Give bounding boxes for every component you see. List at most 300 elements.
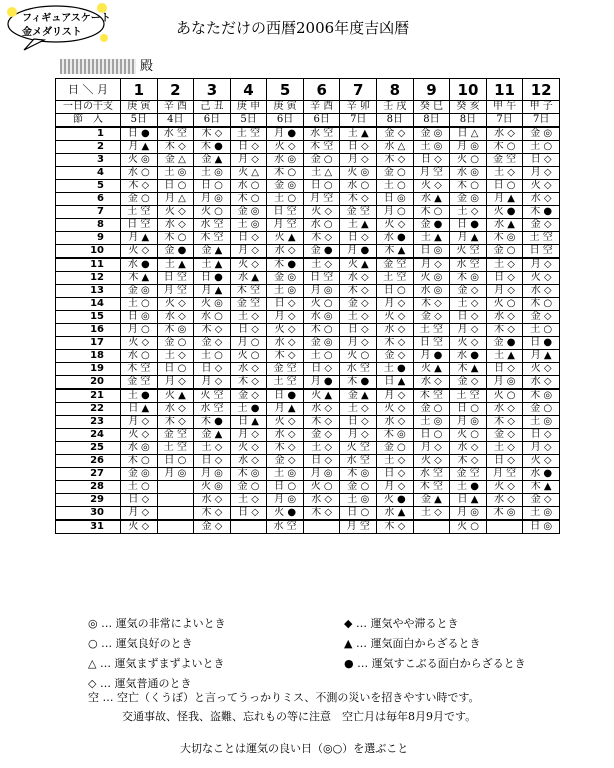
day-number: 4 bbox=[56, 167, 121, 180]
fortune-cell: 木 ◇ bbox=[340, 285, 377, 298]
fortune-cell: 水 ◇ bbox=[230, 363, 267, 376]
fortune-cell: 日 ○ bbox=[303, 180, 340, 193]
fortune-cell: 金 ◇ bbox=[523, 311, 560, 324]
fortune-cell: 木 ◇ bbox=[377, 520, 414, 534]
day-number: 23 bbox=[56, 416, 121, 429]
fortune-cell: 金 ○ bbox=[377, 167, 414, 180]
fortune-cell: 日 ◇ bbox=[413, 154, 450, 167]
fortune-cell: 木 ◎ bbox=[486, 507, 523, 521]
kanshi-cell: 辛 酉 bbox=[157, 101, 194, 114]
fortune-cell: 土 ▲ bbox=[194, 258, 231, 272]
day-row bbox=[56, 285, 560, 298]
setsunyu-cell: 7日 bbox=[486, 114, 523, 128]
fortune-cell: 土 ◇ bbox=[486, 258, 523, 272]
fortune-cell: 土 ● bbox=[121, 389, 158, 403]
fortune-cell: 火 ◇ bbox=[267, 324, 304, 337]
fortune-cell bbox=[303, 520, 340, 534]
kanshi-cell: 癸 巳 bbox=[413, 101, 450, 114]
fortune-cell: 火 ○ bbox=[303, 481, 340, 494]
month-header: 8 bbox=[377, 79, 414, 101]
fortune-cell: 水 ◇ bbox=[523, 193, 560, 206]
fortune-cell: 土 ◇ bbox=[230, 311, 267, 324]
fortune-cell: 月 ▲ bbox=[121, 141, 158, 154]
day-row bbox=[56, 127, 560, 141]
setsunyu-cell: 6日 bbox=[194, 114, 231, 128]
fortune-cell: 金 空 bbox=[230, 298, 267, 311]
fortune-cell: 水 ◇ bbox=[377, 416, 414, 429]
fortune-cell: 水 ○ bbox=[303, 219, 340, 232]
day-number: 11 bbox=[56, 258, 121, 272]
fortune-cell: 日 ○ bbox=[157, 363, 194, 376]
month-header: 5 bbox=[267, 79, 304, 101]
fortune-cell: 日 ▲ bbox=[121, 403, 158, 416]
setsunyu-cell: 8日 bbox=[450, 114, 487, 128]
fortune-cell bbox=[413, 520, 450, 534]
fortune-cell: 月 ▲ bbox=[267, 403, 304, 416]
fortune-cell: 水 空 bbox=[303, 127, 340, 141]
month-header: 6 bbox=[303, 79, 340, 101]
fortune-cell: 日 ● bbox=[450, 219, 487, 232]
day-number: 17 bbox=[56, 337, 121, 350]
fortune-cell: 木 ◇ bbox=[194, 507, 231, 521]
day-row bbox=[56, 481, 560, 494]
fortune-cell: 土 空 bbox=[230, 127, 267, 141]
fortune-cell: 土 ◎ bbox=[413, 416, 450, 429]
fortune-cell: 金 ◇ bbox=[523, 219, 560, 232]
fortune-cell: 月 ◇ bbox=[121, 416, 158, 429]
fortune-cell: 木 ▲ bbox=[121, 272, 158, 285]
fortune-cell: 水 ◇ bbox=[267, 429, 304, 442]
fortune-cell: 木 ● bbox=[523, 206, 560, 219]
fortune-cell: 水 ● bbox=[377, 232, 414, 245]
day-number: 10 bbox=[56, 245, 121, 259]
fortune-cell: 日 ● bbox=[121, 127, 158, 141]
fortune-cell: 土 ◇ bbox=[377, 455, 414, 468]
fortune-cell: 金 ◇ bbox=[377, 127, 414, 141]
fortune-cell: 火 ◇ bbox=[523, 455, 560, 468]
fortune-cell: 火 ◎ bbox=[121, 154, 158, 167]
setsunyu-cell: 7日 bbox=[340, 114, 377, 128]
fortune-cell: 金 ◇ bbox=[230, 389, 267, 403]
kuubo-line-2: 交通事故、怪我、盗難、忘れもの等に注意 空亡月は毎年8月9月です。 bbox=[122, 710, 477, 723]
fortune-cell: 金 ◇ bbox=[450, 285, 487, 298]
fortune-cell: 木 ◇ bbox=[303, 232, 340, 245]
fortune-cell: 日 ◇ bbox=[267, 298, 304, 311]
fortune-cell: 木 空 bbox=[194, 232, 231, 245]
fortune-cell: 土 空 bbox=[523, 232, 560, 245]
fortune-cell: 金 ▲ bbox=[340, 389, 377, 403]
fortune-cell: 金 ◇ bbox=[303, 429, 340, 442]
fortune-cell: 土 ◇ bbox=[303, 442, 340, 455]
fortune-cell: 日 ◇ bbox=[121, 494, 158, 507]
fortune-calendar-table bbox=[55, 78, 560, 534]
fortune-cell: 金 ◇ bbox=[340, 298, 377, 311]
fortune-cell: 土 空 bbox=[377, 272, 414, 285]
fortune-cell: 火 ◇ bbox=[267, 416, 304, 429]
day-number: 6 bbox=[56, 193, 121, 206]
kanshi-cell: 壬 戌 bbox=[377, 101, 414, 114]
fortune-cell: 木 空 bbox=[121, 363, 158, 376]
fortune-cell: 月 ◇ bbox=[377, 298, 414, 311]
legend-item: ◇ … 運気普通のとき bbox=[88, 677, 192, 690]
day-row bbox=[56, 311, 560, 324]
fortune-cell: 土 △ bbox=[303, 167, 340, 180]
fortune-cell: 火 ◇ bbox=[157, 206, 194, 219]
day-number: 5 bbox=[56, 180, 121, 193]
fortune-cell: 水 ◇ bbox=[230, 455, 267, 468]
fortune-cell: 土 ◇ bbox=[194, 442, 231, 455]
fortune-cell: 日 ● bbox=[194, 272, 231, 285]
fortune-cell: 火 ○ bbox=[450, 154, 487, 167]
fortune-cell: 火 ◎ bbox=[194, 481, 231, 494]
fortune-cell: 水 ▲ bbox=[413, 193, 450, 206]
fortune-cell: 火 空 bbox=[340, 442, 377, 455]
fortune-cell: 日 ◎ bbox=[121, 311, 158, 324]
day-row bbox=[56, 324, 560, 337]
kanshi-cell: 甲 子 bbox=[523, 101, 560, 114]
fortune-cell: 月 ◇ bbox=[413, 258, 450, 272]
fortune-cell: 日 ◇ bbox=[486, 455, 523, 468]
fortune-cell: 日 ○ bbox=[340, 507, 377, 521]
fortune-cell: 金 ○ bbox=[157, 337, 194, 350]
fortune-cell: 金 ▲ bbox=[194, 245, 231, 259]
fortune-cell: 土 ◇ bbox=[340, 311, 377, 324]
fortune-cell: 木 ◎ bbox=[340, 468, 377, 481]
fortune-cell: 金 ◎ bbox=[413, 127, 450, 141]
fortune-cell: 火 ○ bbox=[486, 389, 523, 403]
setsunyu-cell: 7日 bbox=[523, 114, 560, 128]
fortune-cell: 土 空 bbox=[121, 206, 158, 219]
legend-item: △ … 運気まずまずよいとき bbox=[88, 657, 225, 670]
fortune-cell: 月 ▲ bbox=[450, 232, 487, 245]
month-header: 9 bbox=[413, 79, 450, 101]
fortune-cell: 水 ◇ bbox=[157, 219, 194, 232]
month-header: 2 bbox=[157, 79, 194, 101]
fortune-cell: 水 ◇ bbox=[486, 127, 523, 141]
fortune-cell: 火 ◇ bbox=[121, 520, 158, 534]
kuubo-symbol: 空 bbox=[88, 691, 99, 704]
fortune-cell: 火 ◇ bbox=[230, 258, 267, 272]
fortune-cell: 火 空 bbox=[194, 389, 231, 403]
month-header-row bbox=[56, 79, 560, 101]
fortune-cell: 日 ◇ bbox=[303, 455, 340, 468]
fortune-cell: 火 ◇ bbox=[377, 219, 414, 232]
month-header: 11 bbox=[486, 79, 523, 101]
fortune-cell: 月 ▲ bbox=[194, 285, 231, 298]
fortune-cell: 木 ◇ bbox=[450, 455, 487, 468]
fortune-cell: 木 ◇ bbox=[157, 416, 194, 429]
day-number: 29 bbox=[56, 494, 121, 507]
kanshi-cell: 庚 寅 bbox=[121, 101, 158, 114]
fortune-cell: 火 ● bbox=[377, 494, 414, 507]
day-row bbox=[56, 167, 560, 180]
fortune-cell: 火 ◇ bbox=[267, 141, 304, 154]
fortune-cell: 日 ● bbox=[523, 337, 560, 350]
fortune-cell: 木 ◎ bbox=[486, 232, 523, 245]
day-number: 2 bbox=[56, 141, 121, 154]
fortune-cell: 月 ◇ bbox=[267, 311, 304, 324]
fortune-cell: 水 ◇ bbox=[303, 403, 340, 416]
month-header: 4 bbox=[230, 79, 267, 101]
day-number: 19 bbox=[56, 363, 121, 376]
fortune-cell bbox=[157, 520, 194, 534]
fortune-cell: 木 ▲ bbox=[450, 363, 487, 376]
fortune-cell: 木 ◎ bbox=[157, 324, 194, 337]
fortune-cell: 木 ◇ bbox=[340, 193, 377, 206]
fortune-cell: 日 ○ bbox=[194, 180, 231, 193]
fortune-cell: 水 空 bbox=[340, 455, 377, 468]
fortune-cell: 金 ● bbox=[303, 245, 340, 259]
fortune-cell: 土 ● bbox=[230, 403, 267, 416]
fortune-cell: 火 ◇ bbox=[450, 337, 487, 350]
fortune-cell: 木 ◇ bbox=[486, 416, 523, 429]
kanshi-cell: 甲 午 bbox=[486, 101, 523, 114]
fortune-cell: 月 ◇ bbox=[230, 245, 267, 259]
fortune-cell bbox=[157, 507, 194, 521]
fortune-cell: 土 ◇ bbox=[450, 298, 487, 311]
fortune-cell: 木 ● bbox=[194, 416, 231, 429]
fortune-cell: 土 ● bbox=[377, 363, 414, 376]
fortune-cell: 火 ◎ bbox=[194, 298, 231, 311]
fortune-cell: 木 ◇ bbox=[194, 324, 231, 337]
fortune-cell: 金 空 bbox=[121, 376, 158, 390]
fortune-cell: 月 ◎ bbox=[450, 141, 487, 154]
fortune-cell: 月 ○ bbox=[121, 324, 158, 337]
fortune-cell: 月 ◇ bbox=[523, 442, 560, 455]
fortune-cell: 金 ● bbox=[157, 245, 194, 259]
fortune-cell: 木 ◎ bbox=[377, 429, 414, 442]
fortune-cell: 月 空 bbox=[340, 520, 377, 534]
kanshi-cell: 辛 酉 bbox=[303, 101, 340, 114]
fortune-cell: 日 ◎ bbox=[523, 520, 560, 534]
month-header: 10 bbox=[450, 79, 487, 101]
day-number: 20 bbox=[56, 376, 121, 390]
fortune-cell: 月 ◇ bbox=[377, 389, 414, 403]
fortune-cell: 土 ◎ bbox=[230, 219, 267, 232]
fortune-cell: 水 ◇ bbox=[267, 245, 304, 259]
fortune-cell: 日 ◇ bbox=[340, 416, 377, 429]
fortune-cell: 水 ◇ bbox=[340, 272, 377, 285]
fortune-cell: 日 空 bbox=[523, 245, 560, 259]
fortune-cell: 日 ◇ bbox=[194, 455, 231, 468]
day-row bbox=[56, 468, 560, 481]
fortune-cell: 火 ○ bbox=[450, 429, 487, 442]
fortune-cell: 金 ◎ bbox=[303, 337, 340, 350]
fortune-cell: 月 空 bbox=[413, 167, 450, 180]
fortune-cell: 日 空 bbox=[303, 272, 340, 285]
fortune-cell: 月 ◇ bbox=[157, 376, 194, 390]
fortune-cell: 火 ◇ bbox=[377, 403, 414, 416]
fortune-cell: 木 ◇ bbox=[303, 507, 340, 521]
fortune-cell: 水 ○ bbox=[194, 311, 231, 324]
setsunyu-cell: 8日 bbox=[377, 114, 414, 128]
fortune-cell bbox=[157, 494, 194, 507]
day-number: 31 bbox=[56, 520, 121, 534]
kanshi-row bbox=[56, 101, 560, 114]
fortune-cell: 木 ◇ bbox=[377, 154, 414, 167]
fortune-cell: 火 ▲ bbox=[303, 389, 340, 403]
fortune-cell: 金 ○ bbox=[340, 481, 377, 494]
day-row bbox=[56, 403, 560, 416]
legend-item: ◆ … 運気やや滞るとき bbox=[344, 617, 459, 630]
fortune-cell: 火 △ bbox=[230, 167, 267, 180]
fortune-cell: 水 空 bbox=[267, 520, 304, 534]
day-row bbox=[56, 272, 560, 285]
day-number: 9 bbox=[56, 232, 121, 245]
fortune-cell: 水 ◎ bbox=[450, 167, 487, 180]
fortune-cell: 火 ▲ bbox=[340, 258, 377, 272]
fortune-cell: 土 ◎ bbox=[157, 167, 194, 180]
fortune-cell: 土 ◎ bbox=[340, 494, 377, 507]
setsunyu-cell: 8日 bbox=[413, 114, 450, 128]
fortune-cell: 土 ◎ bbox=[413, 141, 450, 154]
fortune-cell: 火 ◇ bbox=[121, 429, 158, 442]
fortune-cell: 日 ◇ bbox=[340, 141, 377, 154]
fortune-cell: 木 ○ bbox=[121, 455, 158, 468]
fortune-cell: 土 ◇ bbox=[450, 206, 487, 219]
fortune-cell: 水 空 bbox=[340, 363, 377, 376]
day-number: 18 bbox=[56, 350, 121, 363]
fortune-cell: 金 空 bbox=[267, 363, 304, 376]
fortune-cell: 水 空 bbox=[194, 219, 231, 232]
corner-label: 日 ＼ 月 bbox=[56, 79, 121, 101]
fortune-cell: 日 ○ bbox=[377, 285, 414, 298]
day-number: 14 bbox=[56, 298, 121, 311]
setsunyu-cell: 5日 bbox=[230, 114, 267, 128]
fortune-cell: 日 △ bbox=[450, 127, 487, 141]
fortune-cell: 木 ○ bbox=[523, 298, 560, 311]
fortune-cell: 月 ◇ bbox=[377, 481, 414, 494]
fortune-cell: 木 ◇ bbox=[230, 376, 267, 390]
fortune-cell: 金 ◎ bbox=[267, 272, 304, 285]
fortune-cell: 土 ○ bbox=[377, 180, 414, 193]
day-row bbox=[56, 350, 560, 363]
fortune-cell: 水 ◇ bbox=[523, 376, 560, 390]
fortune-cell: 日 ◇ bbox=[523, 429, 560, 442]
day-row bbox=[56, 416, 560, 429]
fortune-cell: 月 ◎ bbox=[303, 468, 340, 481]
fortune-cell: 水 ◇ bbox=[377, 324, 414, 337]
fortune-cell: 日 ◇ bbox=[486, 363, 523, 376]
fortune-cell: 水 ● bbox=[450, 350, 487, 363]
fortune-cell: 月 ◇ bbox=[413, 442, 450, 455]
fortune-cell: 土 空 bbox=[267, 376, 304, 390]
fortune-cell: 水 ▲ bbox=[377, 507, 414, 521]
fortune-cell: 土 ○ bbox=[121, 298, 158, 311]
fortune-cell: 土 ▲ bbox=[413, 232, 450, 245]
fortune-cell: 金 ◇ bbox=[523, 494, 560, 507]
kanshi-cell: 辛 卯 bbox=[340, 101, 377, 114]
fortune-cell: 水 ○ bbox=[340, 180, 377, 193]
day-number: 3 bbox=[56, 154, 121, 167]
legend-item: ● … 運気すこぶる面白からざるとき bbox=[344, 657, 526, 670]
fortune-cell: 月 ◇ bbox=[340, 154, 377, 167]
kanshi-cell: 庚 申 bbox=[230, 101, 267, 114]
fortune-cell: 土 ◇ bbox=[340, 403, 377, 416]
day-row bbox=[56, 429, 560, 442]
fortune-cell: 水 空 bbox=[450, 258, 487, 272]
fortune-cell: 木 空 bbox=[303, 141, 340, 154]
fortune-cell: 土 ◇ bbox=[413, 507, 450, 521]
day-row bbox=[56, 376, 560, 390]
redacted-name bbox=[60, 59, 136, 74]
legend-item: ○ … 運気良好のとき bbox=[88, 637, 193, 650]
fortune-cell: 土 ▲ bbox=[157, 258, 194, 272]
fortune-cell: 水 ◇ bbox=[267, 337, 304, 350]
fortune-cell: 金 ● bbox=[413, 219, 450, 232]
fortune-cell: 金 ◇ bbox=[377, 350, 414, 363]
fortune-cell: 火 ○ bbox=[230, 350, 267, 363]
fortune-cell: 水 ◇ bbox=[303, 494, 340, 507]
fortune-cell: 土 ▲ bbox=[340, 127, 377, 141]
fortune-cell: 土 ◇ bbox=[230, 494, 267, 507]
fortune-cell: 金 ○ bbox=[230, 481, 267, 494]
fortune-cell: 金 ○ bbox=[523, 403, 560, 416]
fortune-cell: 金 ▲ bbox=[194, 154, 231, 167]
fortune-cell: 木 ○ bbox=[230, 193, 267, 206]
fortune-cell: 水 ● bbox=[523, 468, 560, 481]
fortune-cell: 水 空 bbox=[413, 468, 450, 481]
fortune-cell: 月 ◇ bbox=[340, 337, 377, 350]
kanshi-cell: 己 丑 bbox=[194, 101, 231, 114]
fortune-cell: 金 ◇ bbox=[450, 376, 487, 390]
fortune-cell: 月 ◇ bbox=[121, 507, 158, 521]
fortune-cell: 木 ○ bbox=[157, 232, 194, 245]
fortune-cell: 木 ○ bbox=[486, 141, 523, 154]
fortune-cell: 月 ◎ bbox=[303, 285, 340, 298]
fortune-cell: 金 空 bbox=[157, 429, 194, 442]
day-row bbox=[56, 258, 560, 272]
fortune-cell: 金 ◎ bbox=[230, 206, 267, 219]
fortune-cell: 月 ◇ bbox=[523, 258, 560, 272]
fortune-cell: 日 ● bbox=[267, 389, 304, 403]
fortune-cell: 金 ○ bbox=[303, 154, 340, 167]
fortune-cell: 日 ◎ bbox=[413, 245, 450, 259]
day-row bbox=[56, 180, 560, 193]
fortune-cell: 土 ▲ bbox=[340, 219, 377, 232]
badge-line-2: 金メダリスト bbox=[22, 27, 82, 38]
fortune-cell: 水 ● bbox=[121, 258, 158, 272]
fortune-cell: 火 ◇ bbox=[230, 442, 267, 455]
legend-item: ◎ … 運気の非常によいとき bbox=[88, 617, 226, 630]
fortune-cell: 金 ● bbox=[486, 337, 523, 350]
fortune-cell: 木 ◇ bbox=[377, 337, 414, 350]
day-number: 27 bbox=[56, 468, 121, 481]
fortune-cell bbox=[157, 481, 194, 494]
fortune-cell: 水 ▲ bbox=[486, 219, 523, 232]
day-row bbox=[56, 389, 560, 403]
fortune-cell: 日 ◇ bbox=[303, 363, 340, 376]
day-row bbox=[56, 507, 560, 521]
fortune-cell: 土 ○ bbox=[303, 350, 340, 363]
fortune-cell: 金 △ bbox=[157, 154, 194, 167]
month-header: 12 bbox=[523, 79, 560, 101]
fortune-cell: 月 ● bbox=[413, 350, 450, 363]
fortune-cell: 火 ● bbox=[486, 206, 523, 219]
fortune-cell: 火 ◎ bbox=[340, 167, 377, 180]
fortune-cell: 金 ○ bbox=[486, 245, 523, 259]
fortune-cell: 火 ◇ bbox=[413, 180, 450, 193]
fortune-cell: 水 ○ bbox=[230, 180, 267, 193]
fortune-cell: 月 ● bbox=[267, 127, 304, 141]
fortune-cell: 月 ◇ bbox=[523, 167, 560, 180]
fortune-cell: 月 空 bbox=[303, 193, 340, 206]
fortune-cell: 金 空 bbox=[340, 206, 377, 219]
fortune-cell: 月 ◎ bbox=[267, 494, 304, 507]
fortune-cell: 月 ○ bbox=[230, 337, 267, 350]
fortune-cell: 月 ◇ bbox=[230, 429, 267, 442]
fortune-cell: 金 ▲ bbox=[194, 429, 231, 442]
